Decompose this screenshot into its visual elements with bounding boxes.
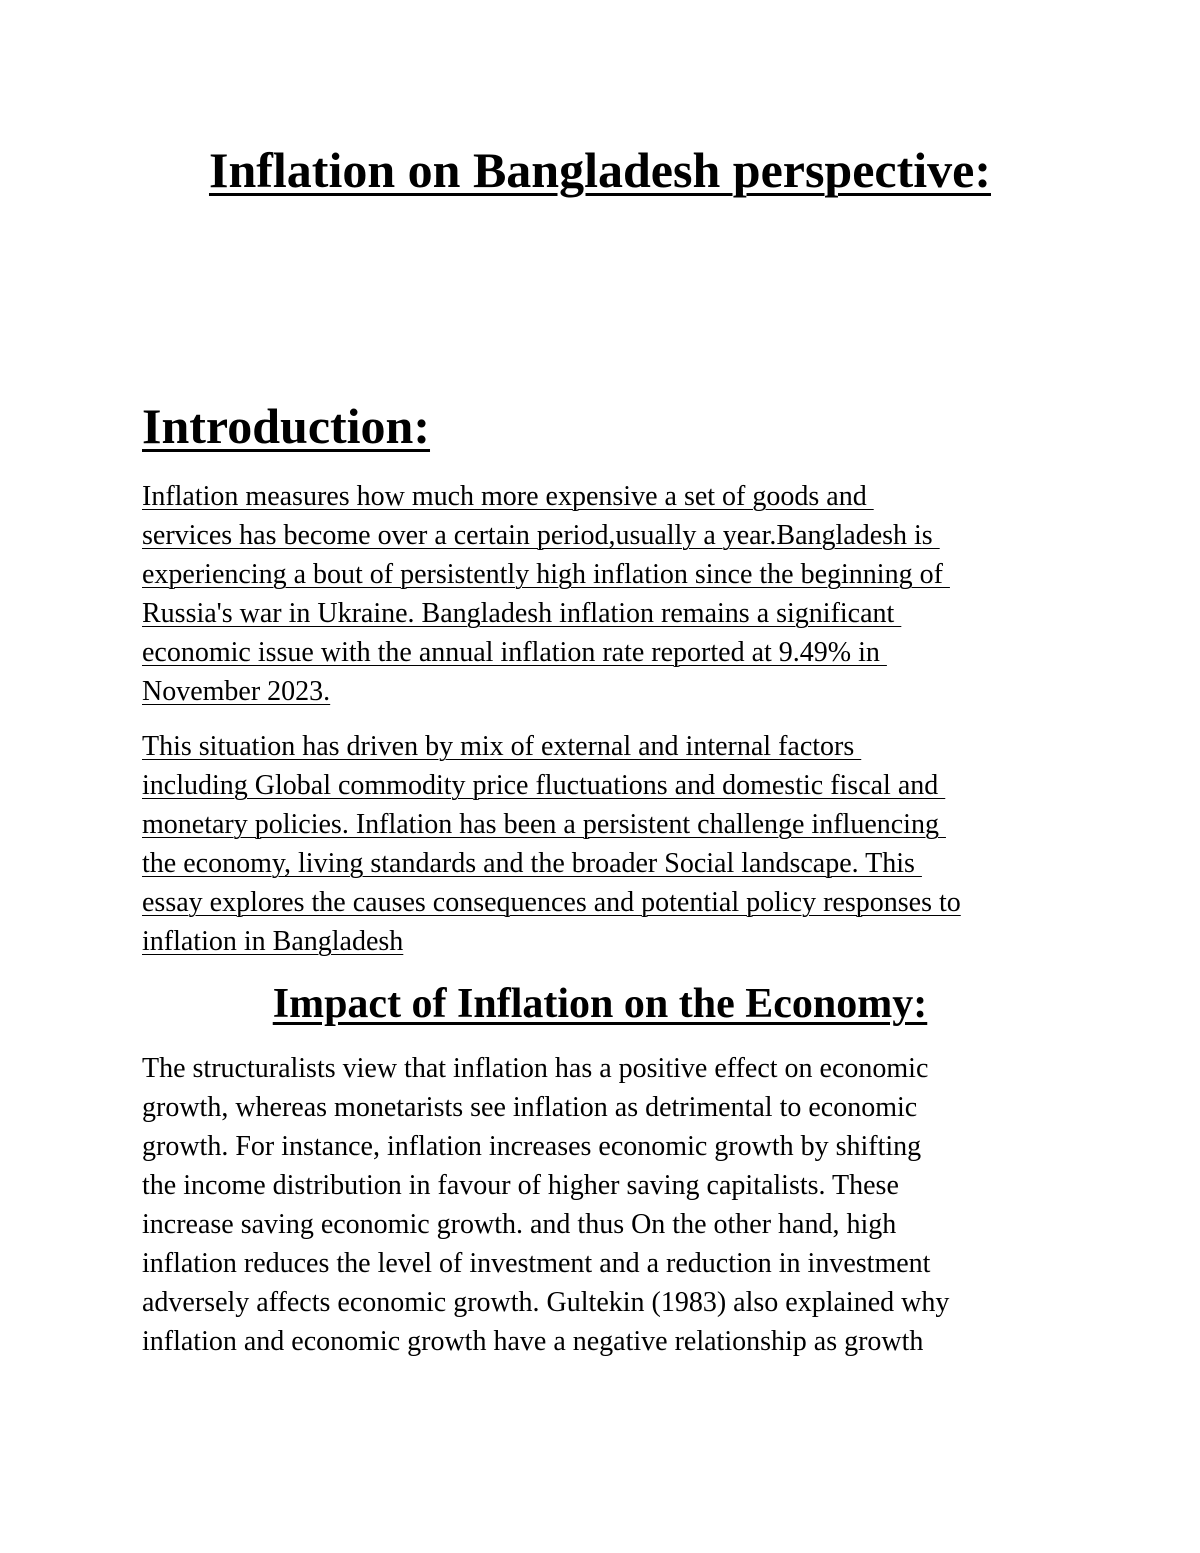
- text-line: Russia's war in Ukraine. Bangladesh inflation remains a significant: [142, 598, 902, 629]
- text-line: services has become over a certain period,usually a year.Bangladesh is: [142, 520, 940, 551]
- text-line: adversely affects economic growth. Gultekin (1983) also explained why: [142, 1287, 950, 1318]
- text-line: experiencing a bout of persistently high inflation since the beginning of: [142, 559, 950, 590]
- text-line: essay explores the causes consequences and potential policy responses to: [142, 887, 961, 918]
- text-line: inflation and economic growth have a negative relationship as growth: [142, 1326, 924, 1357]
- text-line: growth, whereas monetarists see inflation as detrimental to economic: [142, 1092, 918, 1123]
- text-line: monetary policies. Inflation has been a persistent challenge influencing: [142, 809, 946, 840]
- text-line: This situation has driven by mix of external and internal factors: [142, 731, 862, 762]
- document-title: Inflation on Bangladesh perspective:: [208, 142, 991, 198]
- introduction-paragraph-1: [142, 477, 1072, 711]
- text-line: the economy, living standards and the broader Social landscape. This: [142, 848, 922, 879]
- text-line: The structuralists view that inflation has a positive effect on economic: [142, 1053, 929, 1084]
- introduction-heading: Introduction:: [142, 398, 431, 454]
- text-line: Inflation measures how much more expensive a set of goods and: [142, 481, 874, 512]
- introduction-paragraph-2: [142, 727, 1072, 961]
- text-line: inflation reduces the level of investment and a reduction in investment: [142, 1248, 931, 1279]
- text-line: inflation in Bangladesh: [142, 926, 404, 957]
- text-line: including Global commodity price fluctuations and domestic fiscal and: [142, 770, 946, 801]
- text-line: economic issue with the annual inflation rate reported at 9.49% in: [142, 637, 887, 668]
- impact-heading: Impact of Inflation on the Economy:: [272, 981, 928, 1027]
- text-line: increase saving economic growth. and thus On the other hand, high: [142, 1209, 897, 1240]
- impact-paragraph: [142, 1049, 1072, 1361]
- text-line: the income distribution in favour of higher saving capitalists. These: [142, 1170, 899, 1201]
- text-line: growth. For instance, inflation increases economic growth by shifting: [142, 1131, 922, 1162]
- text-line: November 2023.: [142, 676, 331, 707]
